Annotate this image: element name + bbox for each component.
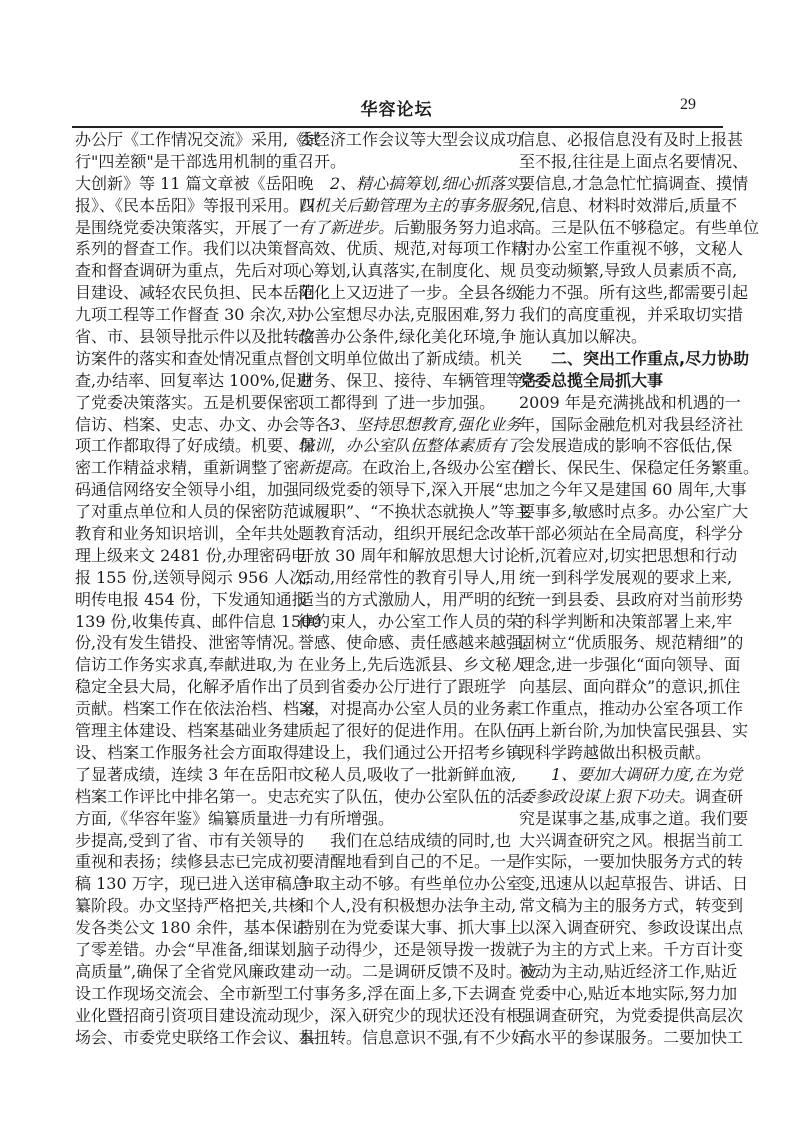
text-line [75,1005,300,1027]
text-line [519,830,744,852]
body-text: 究是谋事之基,成事之道。我们要 [519,808,749,828]
body-text: 能力不强。所有这些,都需要引起 [519,283,749,303]
text-line [75,173,314,195]
text-line [75,370,313,392]
text-line [298,129,523,151]
text-line [519,501,749,523]
text-line [519,370,723,392]
body-text: 力有所增强。 [298,808,395,828]
text-line [298,764,517,786]
text-line [298,479,520,501]
text-line [298,786,523,808]
body-text: 会发展造成的影响不容低估,保 [519,436,733,456]
body-text: 党委总揽全局抓大事 [519,370,664,390]
body-text: 信访、档案、史志、办文、办会等各 [75,414,332,434]
text-line [298,545,521,567]
text-line [519,654,741,676]
body-text: 信访工作务实求真,奉献进取,为 [75,655,294,675]
body-text: 现科学跨越做出积极贡献。 [519,742,712,762]
body-text: 诚履职”、“不换状态就换人”等主 [298,502,531,522]
body-text: 办公厅《工作情况交流》采用,《试 [75,130,321,149]
text-line [298,195,523,217]
text-line [75,895,305,917]
body-text: 理念,进一步强化“面向领导、面 [519,655,741,675]
text-line [75,764,304,786]
text-line [519,457,760,479]
body-text: 要信息,才急急忙忙搞调查、摸情 [519,173,749,193]
body-text: 析,沉着应对,切实把思想和行动 [519,545,738,565]
text-line [75,414,332,436]
body-text: 动一动。二是调研反馈不及时。应 [298,961,539,981]
body-text: 2009 年是充满挑战和机遇的一 [519,392,741,412]
text-column-3 [519,129,760,1048]
body-text: 和个人,没有积极想办法争主动, [298,896,517,916]
text-line [298,808,502,830]
text-line [75,479,300,501]
body-text: 对办公室工作重视不够，文秘人 [519,239,744,259]
text-line [75,720,300,742]
body-text: 统一到县委、县政府对当前形势 [519,589,744,609]
text-line [75,523,300,545]
body-text: 份,没有发生错投、泄密等情况。 [75,633,305,653]
text-line [519,851,744,873]
text-line [75,238,300,260]
text-line [519,676,741,698]
text-line [75,435,316,457]
body-text: 系列的督查工作。我们以决策督 [75,239,300,259]
body-text: 施认真加以解决。 [519,327,648,347]
text-line [75,457,300,479]
body-text: 员变动频繁,导致人员素质不高, [519,261,738,281]
text-line [75,589,308,611]
body-text: 充实了队伍，使办公室队伍的活 [298,786,523,806]
body-text: 查,办结率、回复率达 100%,促进 [75,370,313,390]
text-line [519,523,744,545]
body-text: 九项工程等工作督查 30 余次,对 [75,305,303,325]
body-text: 财务、保卫、接待、车辆管理等各 [298,370,539,390]
text-line [519,217,760,239]
text-line [298,435,523,457]
text-line [298,523,523,545]
body-text: 加之今年又是建国 60 周年,大事 [519,480,747,500]
text-line [298,873,523,895]
body-text: 的科学判断和决策部署上来,牢 [519,611,733,631]
text-line [75,545,307,567]
text-line [298,632,539,654]
text-line [75,260,300,282]
text-line [298,217,523,239]
body-text: 适当的方式激励人，用严明的纪 [298,589,523,609]
body-text: 要事多,敏感时点多。办公室广大 [519,502,749,522]
text-line [519,479,747,501]
body-text: 付事务多,浮在面上多,下去调查 [298,983,517,1003]
text-line [519,304,744,326]
body-text: 访案件的落实和查处情况重点督 [75,348,300,368]
text-line [519,589,744,611]
text-line [75,873,308,895]
page-number: 29 [680,96,696,113]
text-line [298,742,523,764]
text-line [519,545,738,567]
text-line [298,611,523,633]
body-text: 调查研 [695,786,744,806]
body-text: 子为主的方式上来。千方百计变 [519,939,744,959]
text-line [298,260,517,282]
body-text: 向基层、面向群众”的意识,抓住 [519,677,741,697]
text-line [75,742,300,764]
body-text: 题教育活动，组织开展纪念改革 [298,524,523,544]
body-text: 建设上，我们通过公开招考乡镇 [298,742,523,762]
body-text: 管理主体建设、档案基础业务建 [75,721,300,741]
body-text: 以深入调查研究、参政设谋出点 [519,918,744,938]
text-line [75,611,322,633]
text-line [519,983,738,1005]
text-line [75,326,316,348]
text-line [75,830,305,852]
body-text: 脑子动得少，还是领导拨一拨就 [298,939,523,959]
text-line [75,632,305,654]
body-text: 了对重点单位和人员的保密防范 [75,502,300,522]
text-line [519,808,749,830]
text-line [75,392,316,414]
body-text: 统一到科学发展观的要求上来, [519,567,733,587]
text-line [75,654,294,676]
subheading-text: 以机关后勤管理为主的事务服务 [298,195,523,215]
text-line [75,676,300,698]
text-line [75,348,300,370]
text-line [298,370,539,392]
body-text: 场会、市委党史联络工作会议、县 [75,1027,316,1047]
text-line [75,501,300,523]
body-text: 项工都得到 了进一步加强。 [298,392,496,412]
header-rule [72,126,723,128]
body-text: 年，国际金融危机对我县经济社 [519,414,744,434]
body-text: 特别在为党委谋大事、抓大事上 [298,918,523,938]
body-text: 党委中心,贴近本地实际,努力加 [519,983,738,1003]
text-line [519,260,738,282]
body-text: 设、档案工作服务社会方面取得 [75,742,300,762]
body-text: 报》、《民本岳阳》等报刊采用。四 [75,195,316,215]
text-line [519,632,744,654]
body-text: 文秘人员,吸收了一批新鲜血液, [298,764,517,784]
subheading-text: 委参政设谋上狠下功夫。 [519,786,696,806]
text-line [519,173,749,195]
body-text: 后勤服务努力追求 [394,217,523,237]
text-line [298,589,523,611]
text-line [298,939,523,961]
body-text: 大创新》等 11 篇文章被《岳阳晚 [75,173,314,193]
text-line [75,917,308,939]
text-line [298,917,523,939]
text-line [298,830,512,852]
body-text: 增长、保民生、保稳定任务繁重。 [519,458,760,478]
text-line [298,348,523,370]
body-text: 了显著成绩，连续 3 年在岳阳市 [75,764,304,784]
body-text: 固树立“优质服务、规范精细”的 [519,633,744,653]
body-text: 再上新台阶,为加快富民强县、实 [519,721,749,741]
body-text: 二、突出工作重点,尽力协助 [551,348,750,368]
body-text: 步提高,受到了省、市有关领导的 [75,830,305,850]
body-text: 了党委决策落实。五是机要保密、 [75,392,316,412]
journal-title: 华容论坛 [360,100,433,120]
text-line [75,195,316,217]
text-line [519,764,743,786]
text-line [298,414,522,436]
text-line [519,698,744,720]
body-text: 重视和表扬；续修县志已完成初 [75,852,300,872]
text-line [75,151,298,173]
body-text: 是围绕党委决策落实，开展了一 [75,217,300,237]
text-column-2 [298,129,539,1048]
body-text: 习，对提高办公室人员的业务素 [298,699,523,719]
text-line [519,326,723,348]
text-line [298,961,539,983]
body-text: 密工作精益求精，重新调整了密 [75,458,300,478]
body-text: 报 155 份,送领导阅示 956 人次, [75,567,311,587]
text-line [519,1005,744,1027]
body-text: 查和督查调研为重点，先后对项 [75,261,300,281]
body-text: 同级党委的领导下,深入开展“忠 [298,480,520,500]
text-line [519,895,744,917]
text-line [75,129,321,151]
body-text: 项工作都取得了好成绩。机要、保 [75,436,316,456]
body-text: 况,信息、材料时效滞后,质量不 [519,195,738,215]
body-text: 员到省委办公厅进行了跟班学 [298,677,507,697]
body-text: 高效、优质、规范,对每项工作精 [298,239,528,259]
text-line [75,939,302,961]
body-text: 心筹划,认真落实,在制度化、规 [298,261,517,281]
body-text: 信息、必报信息没有及时上报甚 [519,130,744,149]
body-text: 高水平的参谋服务。二要加快工 [519,1027,744,1047]
text-line [519,939,744,961]
text-line [519,873,749,895]
subheading-text: 1、要加大调研力度,在为党 [551,764,743,784]
body-text: 本扭转。信息意识不强,有不少好 [298,1027,528,1047]
text-line [298,238,528,260]
body-text: 高。三是队伍不够稳定。有些单位 [519,217,760,237]
body-text: 目建设、减轻农民负担、民本岳阳 [75,283,316,303]
subheading-text: 培训，办公室队伍整体素质有了 [298,436,523,456]
text-line [519,435,733,457]
text-line [519,611,733,633]
text-line [75,786,300,808]
text-line [519,720,749,742]
text-line [298,1005,523,1027]
text-line [75,567,311,589]
text-line [298,676,507,698]
body-text: 稿 130 万字，现已进入送审稿总 [75,874,308,894]
text-line [298,326,517,348]
text-line [519,961,738,983]
body-text: 开放 30 周年和解放思想大讨论 [298,545,521,565]
subheading-text: 新提高。 [298,458,363,478]
body-text: 要清醒地看到自己的不足。一是 [298,852,523,872]
body-text: 省、市、县领导批示件以及批转信 [75,327,316,347]
body-text: 创文明单位做出了新成绩。机关 [298,348,523,368]
text-line [519,786,744,808]
text-line [75,698,316,720]
body-text: 在政治上,各级办公室在 [362,458,528,478]
body-text: 干部必须站在全局高度，科学分 [519,524,744,544]
subheading-text: 2、精心搞筹划,细心抓落实, [330,173,527,193]
body-text: 贡献。档案工作在依法治档、档案 [75,699,316,719]
text-line [75,983,300,1005]
body-text: 了零差错。办会“早准备,细谋划, [75,939,302,959]
body-text: 被动为主动,贴近经济工作,贴近 [519,961,738,981]
body-text: 作实际，一要加快服务方式的转 [519,852,744,872]
text-line [298,983,517,1005]
text-line [519,151,749,173]
body-text: 工作重点，推动办公室各项工作 [519,699,744,719]
body-text: 方面,《华容年鉴》编纂质量进一 [75,808,305,828]
body-text: 明传电报 454 份，下发通知通报 [75,589,308,609]
body-text: 质起了很好的促进作用。在队伍 [298,721,523,741]
body-text: 在业务上,先后选派县、乡文秘人 [298,655,528,675]
text-line [519,742,723,764]
body-text: 范化上又迈进了一步。全县各级 [298,283,523,303]
body-text: 设工作现场交流会、全市新型工 [75,983,300,1003]
text-line [519,917,744,939]
body-text: 稳定全县大局，化解矛盾作出了 [75,677,300,697]
body-text: 大兴调查研究之风。根据当前工 [519,830,744,850]
body-text: 活动,用经常性的教育引导人,用 [298,567,517,587]
body-text: 改善办公条件,绿化美化环境,争 [298,327,517,347]
text-line [519,238,744,260]
text-line [519,195,738,217]
body-text: 召开。 [298,151,347,171]
body-text: 变,迅速从以起草报告、讲话、日 [519,874,749,894]
text-line [298,501,531,523]
text-line [298,895,517,917]
body-text: 码通信网络安全领导小组，加强 [75,480,300,500]
text-line [298,457,528,479]
text-line [298,151,502,173]
body-text: 我们在总结成绩的同时,也 [330,830,512,850]
text-line [75,304,303,326]
subheading-text: 有了新进步。 [298,217,395,237]
text-line [519,129,744,151]
text-line [519,282,749,304]
text-line [75,217,300,239]
body-text: 争取主动不够。有些单位办公室 [298,874,523,894]
text-line [298,720,523,742]
body-text: 至不报,往往是上面点名要情况、 [519,151,749,171]
body-text: 理上级来文 2481 份,办理密码电 [75,545,307,565]
body-text: 我们的高度重视，并采取切实措 [519,305,744,325]
text-line [298,282,523,304]
text-line [519,567,733,589]
body-text: 行"四差额"是干部选用机制的重 [75,151,298,171]
text-line [75,1027,316,1049]
body-text: 办公室想尽办法,克服困难,努力 [298,305,517,325]
text-line [75,851,300,873]
text-line [75,808,305,830]
body-text: 教育和业务知识培训，全年共处 [75,524,300,544]
text-line [298,654,528,676]
text-line [298,304,517,326]
body-text: 139 份,收集传真、邮件信息 1500 [75,611,322,631]
body-text: 高质量”,确保了全省党风廉政建 [75,961,297,981]
text-line [519,392,741,414]
body-text: 发各类公文 180 余件，基本保证 [75,918,308,938]
text-line [298,1027,528,1049]
body-text: 律约束人，办公室工作人员的荣 [298,611,523,631]
text-line [519,414,744,436]
text-line [298,698,523,720]
text-line [519,348,750,370]
text-line [519,1027,744,1049]
text-line [298,173,527,195]
text-line [298,851,523,873]
text-line [75,282,316,304]
subheading-text: 3、坚持思想教育,强化业务 [330,414,522,434]
body-text: 强调查研究，为党委提供高层次 [519,1005,744,1025]
body-text: 誉感、使命感、责任感越来越强。 [298,633,539,653]
text-line [298,567,517,589]
body-text: 档案工作评比中排名第一。史志 [75,786,300,806]
body-text: 委经济工作会议等大型会议成功 [298,130,523,149]
body-text: 少，深入研究少的现状还没有根 [298,1005,523,1025]
text-line [75,961,297,983]
body-text: 业化暨招商引资项目建设流动现 [75,1005,300,1025]
text-line [298,392,502,414]
body-text: 纂阶段。办文坚持严格把关,共核 [75,896,305,916]
body-text: 常文稿为主的服务方式，转变到 [519,896,744,916]
